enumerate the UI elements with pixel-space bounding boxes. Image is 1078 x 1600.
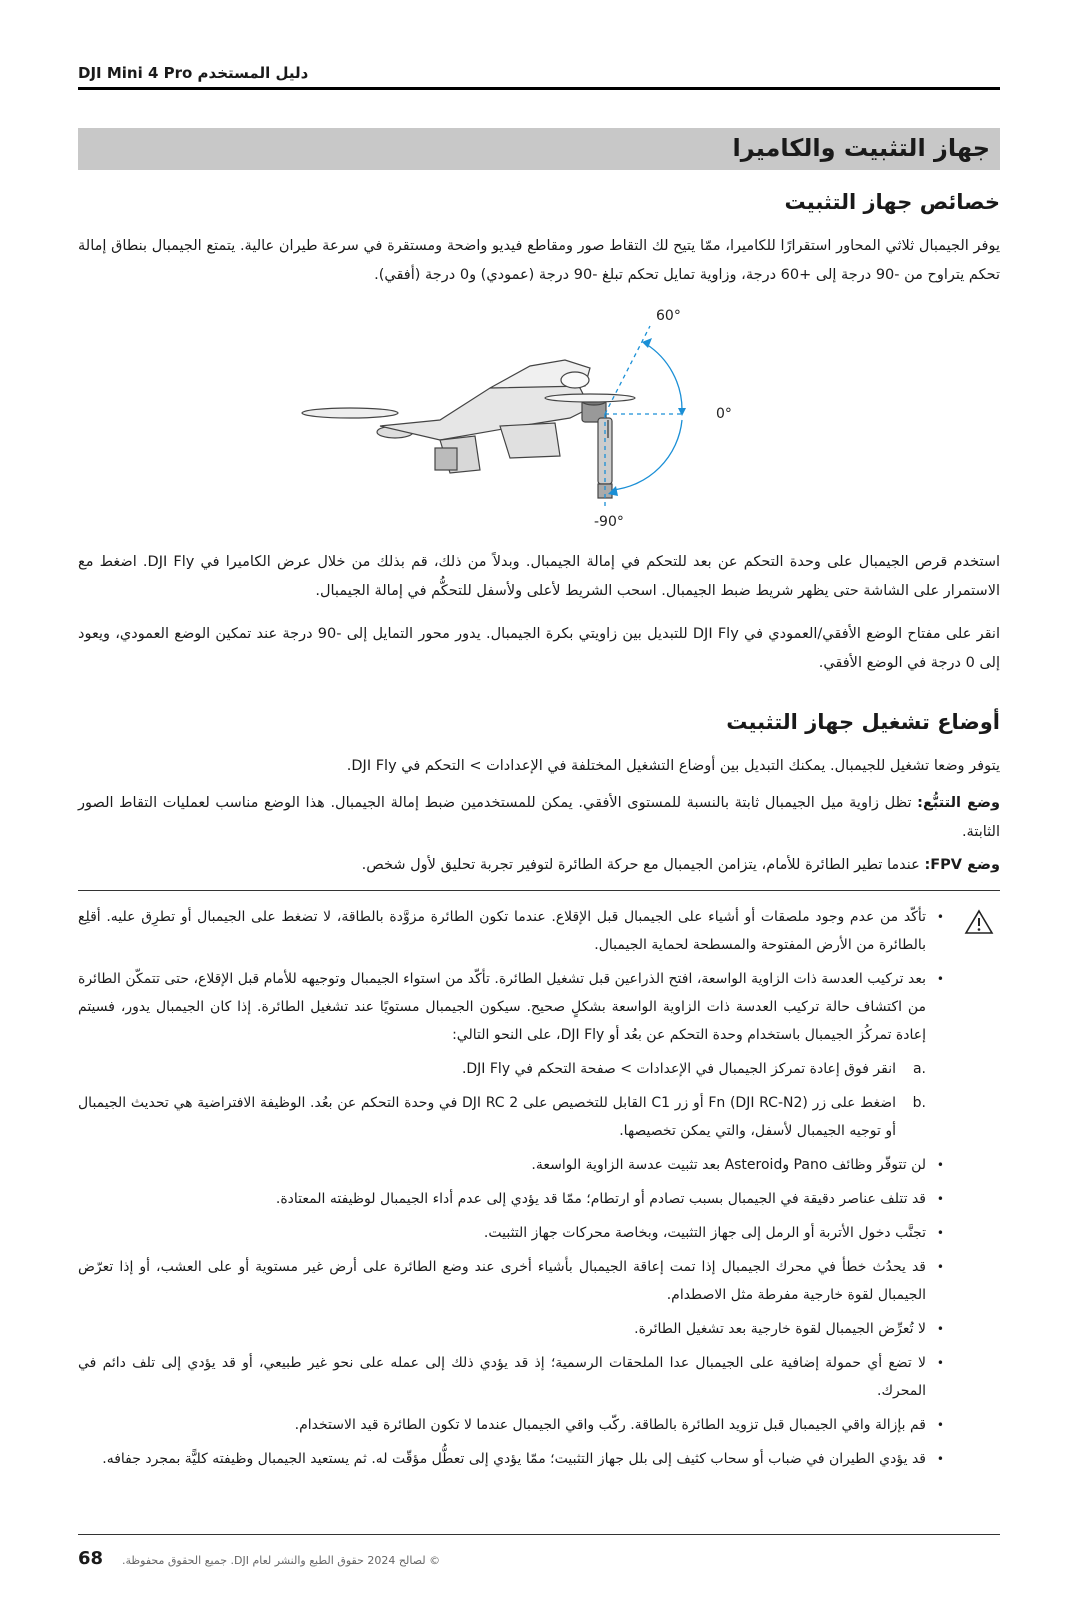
gimbal-modes-intro: يتوفر وضعا تشغيل للجيمبال. يمكنك التبديل بين أوضاع التشغيل المختلفة في الإعدادات > التحكم في DJI Fly. bbox=[346, 758, 1000, 774]
sub-note-text: انقر فوق إعادة تمركز الجيمبال في الإعدادات > صفحة التحكم في DJI Fly. bbox=[461, 1061, 896, 1077]
note-item: • قد تتلف عناصر دقيقة في الجيمبال بسبب تصادم أو ارتطام؛ ممّا قد يؤدي إلى عدم أداء الجيمبال لوظيفته المعتادة. bbox=[78, 1185, 948, 1213]
fpv-mode-paragraph bbox=[78, 851, 1000, 880]
angle-label-0: 0° bbox=[716, 406, 732, 422]
gimbal-angle-diagram bbox=[290, 308, 750, 540]
note-item: • قد يحدُث خطأ في محرك الجيمبال إذا تمت إعاقة الجيمبال بأشياء أخرى عند وضع الطائرة على أرض غير مستوية أو على العشب، أو إذا تعرّض الجيمبال لقوة خارجية مفرطة مثل الاصطدام. bbox=[78, 1253, 948, 1309]
page-footer bbox=[78, 1548, 678, 1578]
gimbal-control-paragraph: استخدم قرص الجيمبال على وحدة التحكم عن بعد للتحكم في إمالة الجيمبال. وبدلاً من ذلك، قم بذلك من خلال عرض الكاميرا في DJI Fly. اضغط مع الاستمرار على الشاشة حتى يظهر شريط ضبط الجيمبال. اسحب الشريط لأعلى ولأسفل للتحكُّم في إمالة الجيمبال. bbox=[78, 554, 1000, 599]
note-item: • بعد تركيب العدسة ذات الزاوية الواسعة، افتح الذراعين قبل تشغيل الطائرة. تأكّد من استواء الجيمبال وتوجيهه للأمام قبل الإقلاع، حتى تتمكّن الطائرة من اكتشاف حالة تركيب العدسة ذات الزاوية الواسعة بشكلٍ صحيح. سيكون الجيمبال مستويًا عند تشغيل الطائرة. إذا كان الجيمبال يدور، فسيتم إعادة تمركُز الجيمبال باستخدام وحدة التحكم عن بعُد أو DJI Fly، على النحو التالي: bbox=[78, 965, 948, 1049]
heading-gimbal-modes: أوضاع تشغيل جهاز التثبيت bbox=[726, 710, 1000, 734]
section-title: جهاز التثبيت والكاميرا bbox=[732, 134, 990, 162]
copyright-notice: © لصالح 2024 حقوق الطبع والنشر لعام DJI. جميع الحقوق محفوظة. bbox=[122, 1554, 441, 1567]
notes-top-rule bbox=[78, 890, 1000, 891]
sub-note-b bbox=[78, 1089, 948, 1145]
sub-note-a bbox=[78, 1055, 948, 1083]
angle-label-minus-90: -90° bbox=[594, 514, 624, 530]
orientation-mode-paragraph: انقر على مفتاح الوضع الأفقي/العمودي في DJI Fly للتبديل بين زاويتي بكرة الجيمبال. يدور محور التمايل إلى -90 درجة عند تمكين الوضع العمودي، ويعود إلى 0 درجة في الوضع الأفقي. bbox=[78, 626, 1000, 671]
sub-note-letter: a. bbox=[912, 1061, 926, 1077]
note-item: • لن تتوفّر وظائف Pano وAsteroid بعد تثبيت عدسة الزاوية الواسعة. bbox=[78, 1151, 948, 1179]
note-item: • لا تُعرِّض الجيمبال لقوة خارجية بعد تشغيل الطائرة. bbox=[78, 1315, 948, 1343]
heading-gimbal-profile: خصائص جهاز التثبيت bbox=[784, 190, 1000, 214]
note-item: • لا تضع أي حمولة إضافية على الجيمبال عدا الملحقات الرسمية؛ إذ قد يؤدي ذلك إلى عمله على نحو غير طبيعي، أو قد يؤدي إلى تلف دائم في المحرك. bbox=[78, 1349, 948, 1405]
note-item: • قد يؤدي الطيران في ضباب أو سحاب كثيف إلى بلل جهاز التثبيت؛ ممّا يؤدي إلى تعطُّل مؤقّت له. ثم يستعيد الجيمبال وظيفته كليًّة بمجرد جفافه. bbox=[78, 1445, 948, 1473]
section-band bbox=[78, 128, 1000, 170]
page-number: 68 bbox=[78, 1548, 104, 1569]
note-item: • تجنَّب دخول الأتربة أو الرمل إلى جهاز التثبيت، وبخاصة محركات جهاز التثبيت. bbox=[78, 1219, 948, 1247]
follow-mode-label: وضع التتبُّع: bbox=[917, 795, 1001, 811]
note-item: • تأكّد من عدم وجود ملصقات أو أشياء على الجيمبال قبل الإقلاع. عندما تكون الطائرة مزوَّدة بالطاقة، لا تضغط على الجيمبال أو تطرِق عليه. أقلِع بالطائرة من الأرض المفتوحة والمسطحة لحماية الجيمبال. bbox=[78, 903, 948, 959]
drone-gimbal-illustration bbox=[290, 308, 750, 540]
header-title: DJI Mini 4 Pro دليل المستخدم bbox=[78, 64, 309, 82]
notes-list bbox=[78, 903, 948, 1479]
note-item: • قم بإزالة واقي الجيمبال قبل تزويد الطائرة بالطاقة. ركّب واقي الجيمبال عندما لا تكون الطائرة قيد الاستخدام. bbox=[78, 1411, 948, 1439]
fpv-mode-text: عندما تطير الطائرة للأمام، يتزامن الجيمبال مع حركة الطائرة لتوفير تجربة تحليق لأول شخص. bbox=[361, 857, 925, 873]
page-header bbox=[78, 62, 1000, 90]
warning-triangle-icon bbox=[964, 909, 994, 935]
notes-bottom-rule bbox=[78, 1534, 1000, 1535]
angle-label-60: 60° bbox=[656, 308, 681, 324]
follow-mode-paragraph bbox=[78, 789, 1000, 847]
gimbal-profile-intro: يوفر الجيمبال ثلاثي المحاور استقرارًا للكاميرا، ممّا يتيح لك التقاط صور ومقاطع فيديو واضحة ومستقرة في سرعة طيران عالية. يتمتع الجيمبال بنطاق إمالة تحكم يتراوح من -90 درجة إلى +60 درجة، وزاوية تمايل تحكم تبلغ -90 درجة (عمودي) و0 درجة (أفقي). bbox=[78, 238, 1000, 283]
sub-note-letter: b. bbox=[912, 1095, 926, 1111]
sub-note-text: اضغط على زر Fn (DJI RC-N2) أو زر C1 القابل للتخصيص على DJI RC 2 في وحدة التحكم عن بعُد. الوظيفة الافتراضية هي تحديث الجيمبال أو توجيه الجيمبال لأسفل، والتي يمكن تخصيصها. bbox=[78, 1095, 896, 1139]
fpv-mode-label: وضع FPV: bbox=[924, 857, 1000, 873]
follow-mode-text: تظل زاوية ميل الجيمبال ثابتة بالنسبة للمستوى الأفقي. يمكن للمستخدمين ضبط إمالة الجيمبال. هذا الوضع مناسب لعمليات التقاط الصور الثابتة. bbox=[78, 795, 1000, 840]
